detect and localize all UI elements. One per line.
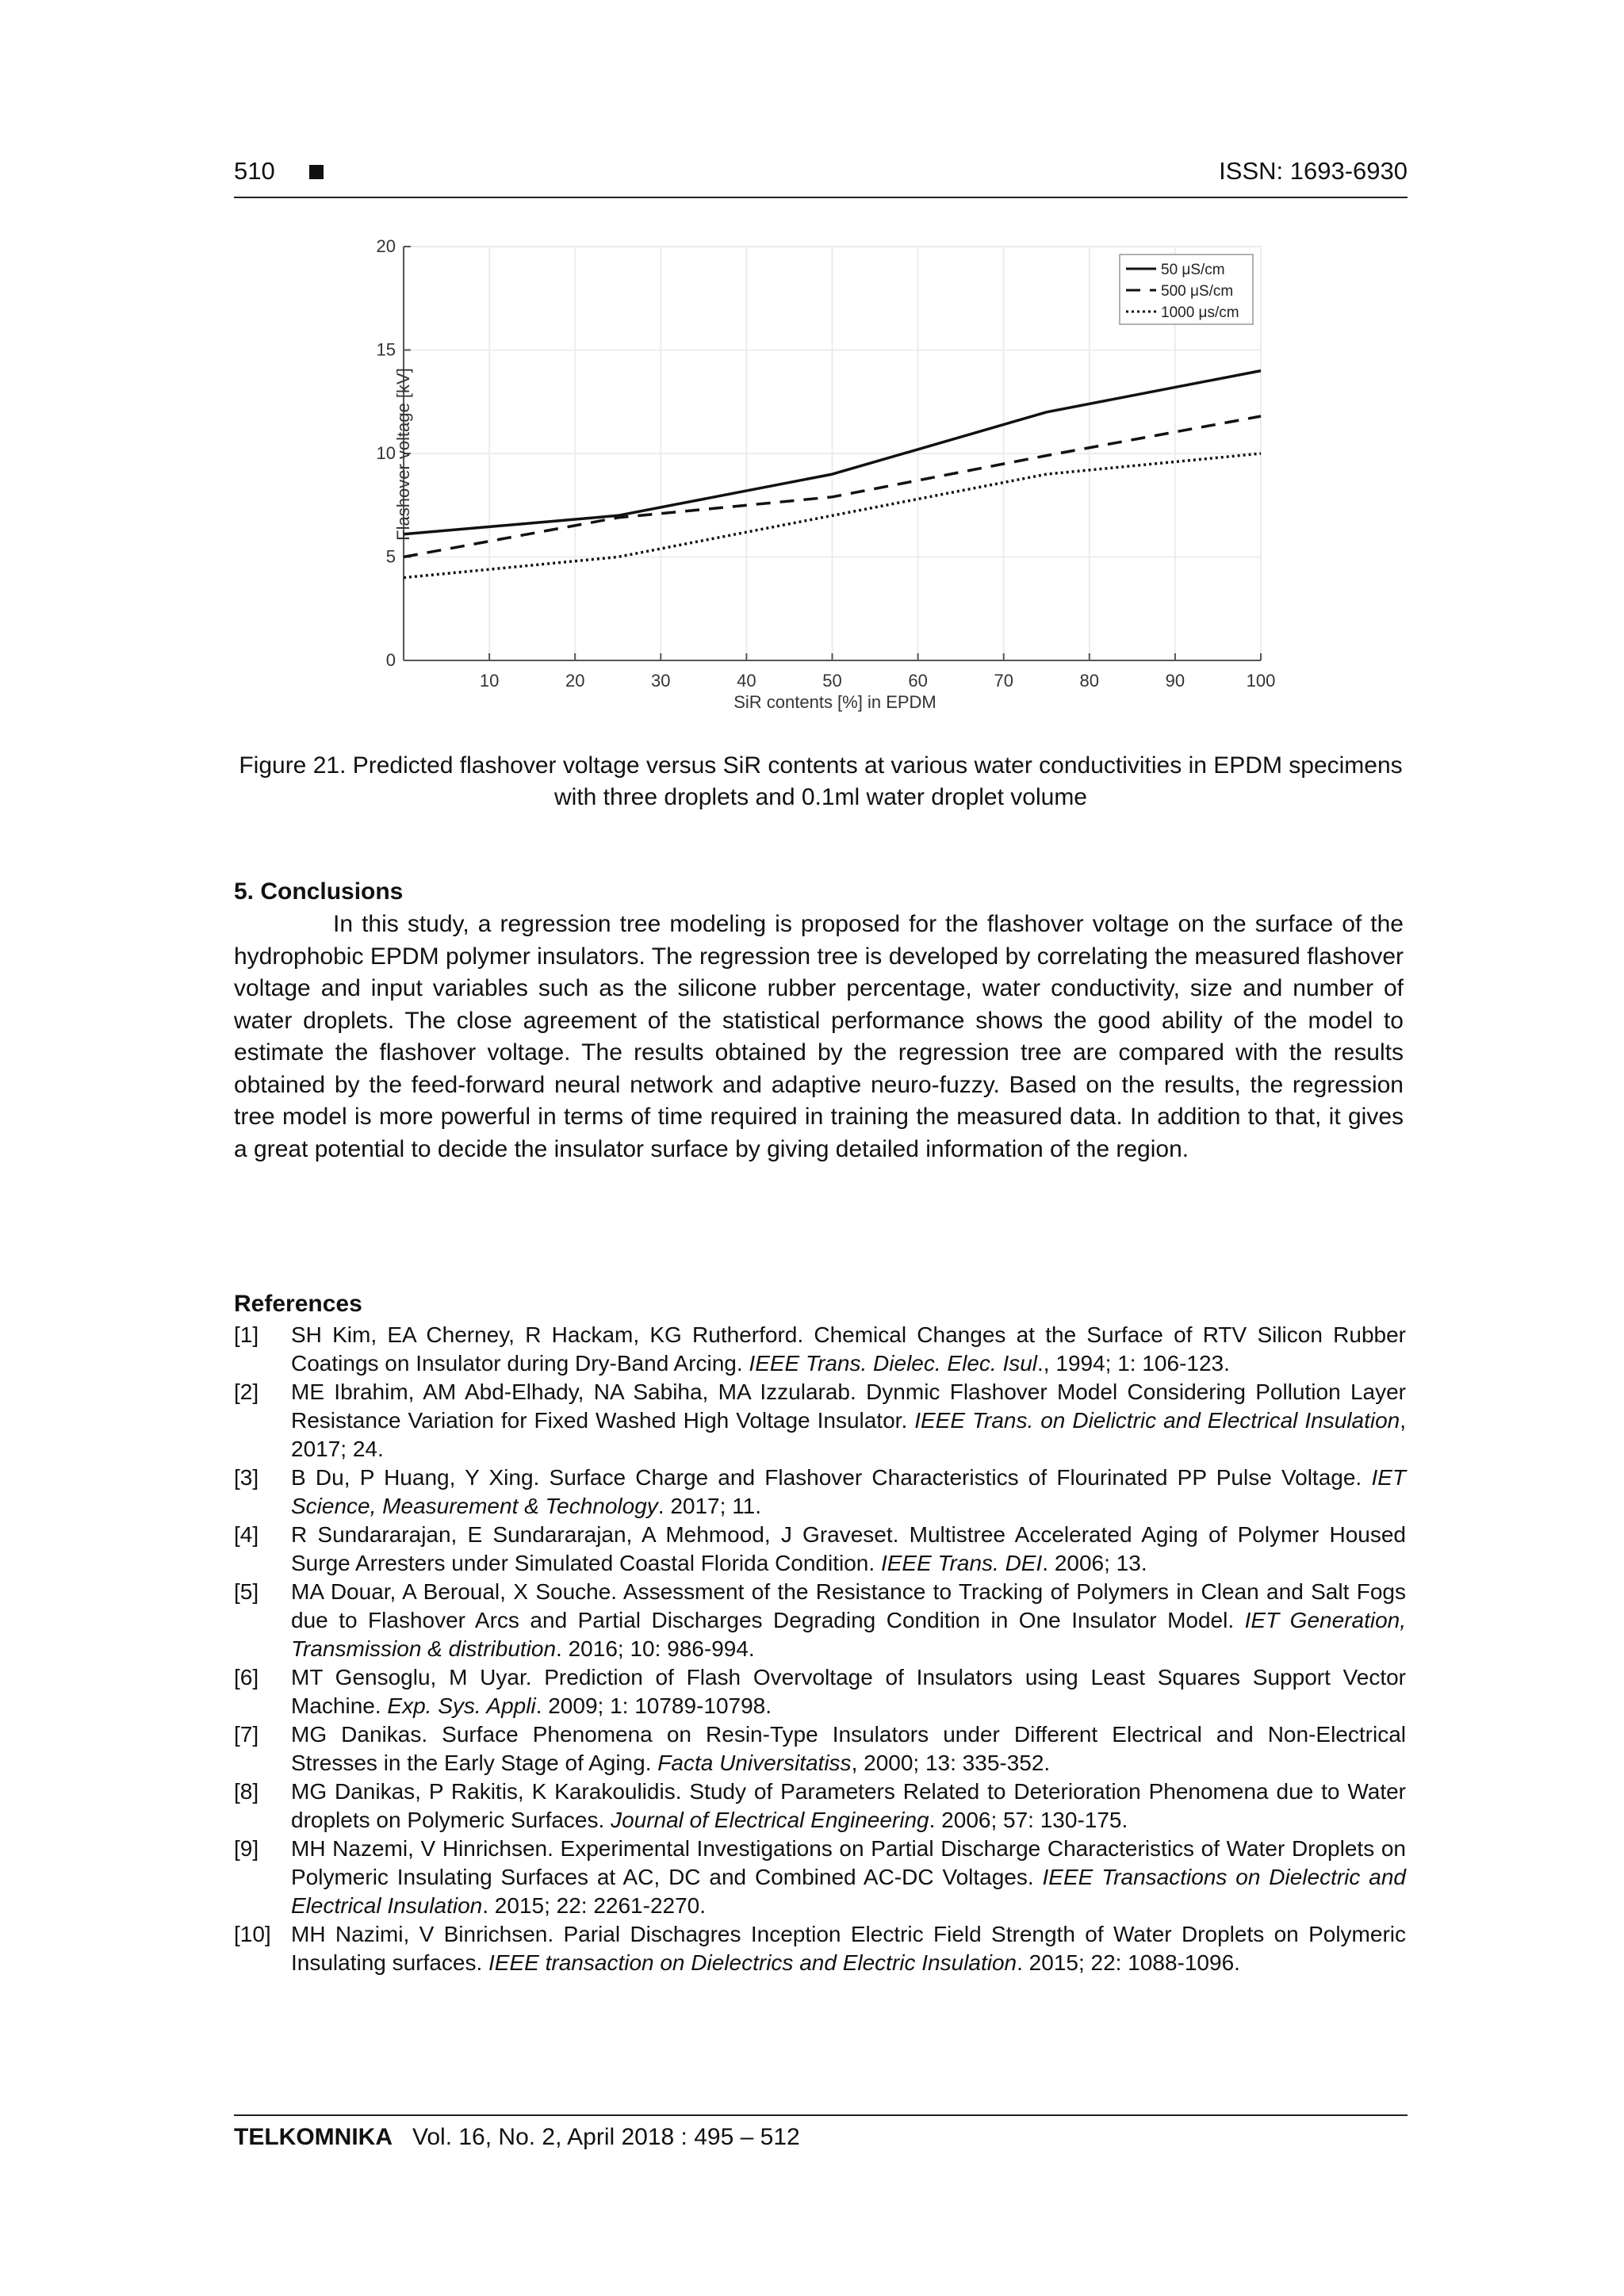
reference-text: MH Nazemi, V Hinrichsen. Experimental Investigations on Partial Discharge Characteristics of Water Droplets on Polymeric Insulating Surfaces at AC, DC and Combined AC-DC Voltages. (291, 1836, 1406, 1889)
x-tick-label: 10 (479, 671, 500, 691)
reference-tail: . 2006; 57: 130-175. (929, 1808, 1128, 1832)
reference-item (234, 1321, 1406, 1378)
reference-item (234, 1663, 1406, 1720)
reference-item (234, 1835, 1406, 1920)
y-tick-label: 15 (376, 339, 396, 360)
x-tick-label: 100 (1246, 671, 1276, 691)
reference-number: [7] (234, 1722, 259, 1747)
reference-text: SH Kim, EA Cherney, R Hackam, KG Rutherford. Chemical Changes at the Surface of RTV Silicon Rubber Coatings on Insulator during Dry-Band Arcing. (291, 1322, 1406, 1376)
reference-number: [10] (234, 1922, 271, 1946)
references-title: References (234, 1291, 362, 1317)
reference-item (234, 1777, 1406, 1835)
reference-journal: IEEE Transactions on Dielectric and Electrical Insulation (291, 1865, 1406, 1918)
reference-journal: Facta Universitatiss (657, 1751, 852, 1775)
reference-text: MG Danikas. Surface Phenomena on Resin-Type Insulators under Different Electrical and Non-Electrical Stresses in the Early Stage of Aging. (291, 1722, 1406, 1775)
issn: ISSN: 1693-6930 (1219, 157, 1408, 185)
legend-label: 1000 μs/cm (1161, 304, 1239, 321)
reference-text: MH Nazimi, V Binrichsen. Parial Dischagres Inception Electric Field Strength of Water Droplets on Polymeric Insulating surfaces. (291, 1922, 1406, 1975)
reference-number: [8] (234, 1779, 259, 1804)
y-tick-label: 20 (376, 236, 396, 256)
reference-item (234, 1720, 1406, 1777)
reference-number: [3] (234, 1465, 259, 1490)
section-title-conclusions: 5. Conclusions (234, 878, 404, 905)
reference-number: [9] (234, 1836, 259, 1861)
reference-journal: IEEE transaction on Dielectrics and Electric Insulation (488, 1950, 1017, 1975)
reference-journal: Exp. Sys. Appli (387, 1693, 536, 1718)
reference-tail: ., 1994; 1: 106-123. (1037, 1351, 1230, 1376)
reference-item (234, 1521, 1406, 1578)
reference-number: [1] (234, 1322, 259, 1347)
reference-text: ME Ibrahim, AM Abd-Elhady, NA Sabiha, MA Izzularab. Dynmic Flashover Model Considering Pollution Layer Resistance Variation for Fixed Washed High Voltage Insulator. (291, 1380, 1406, 1433)
square-bullet-icon (309, 165, 324, 179)
reference-number: [5] (234, 1579, 259, 1604)
reference-journal: IET Science, Measurement & Technology (291, 1465, 1406, 1518)
y-axis-label: Flashover voltage [kV] (393, 368, 413, 541)
y-tick-label: 0 (385, 650, 396, 670)
figure-21 (349, 226, 1293, 725)
reference-text: MG Danikas, P Rakitis, K Karakoulidis. Study of Parameters Related to Deterioration Phenomena due to Water droplets on Polymeric Surfaces. (291, 1779, 1406, 1832)
x-tick-label: 70 (994, 671, 1013, 691)
page-header (234, 155, 1408, 198)
conclusions-paragraph: In this study, a regression tree modeling is proposed for the flashover voltage on the surface of the hydrophobic EPDM polymer insulators. The regression tree is developed by correlating the measured flashover voltage and input variables such as the silicone rubber percentage, water conductivity, size and number of water droplets. The close agreement of the statistical performance shows the good ability of the model to estimate the flashover voltage. The results obtained by the regression tree are compared with the results obtained by the feed-forward neural network and adaptive neuro-fuzzy. Based on the results, the regression tree model is more powerful in terms of time required in training the measured data. In addition to that, it gives a great potential to decide the insulator surface by giving detailed information of the region. (234, 911, 1404, 1162)
x-tick-label: 60 (908, 671, 928, 691)
legend-label: 50 μS/cm (1161, 262, 1225, 278)
reference-tail: . 2006; 13. (1042, 1551, 1147, 1575)
y-tick-label: 10 (376, 443, 396, 463)
reference-tail: . 2015; 22: 1088-1096. (1017, 1950, 1240, 1975)
y-tick-label: 5 (385, 546, 396, 567)
reference-item (234, 1920, 1406, 1977)
flashover-chart (349, 226, 1293, 725)
reference-text: R Sundararajan, E Sundararajan, A Mehmood, J Graveset. Multistree Accelerated Aging of Polymer Housed Surge Arresters under Simulated Coastal Florida Condition. (291, 1522, 1406, 1575)
reference-item (234, 1464, 1406, 1521)
reference-number: [6] (234, 1665, 259, 1689)
reference-journal: Journal of Electrical Engineering (611, 1808, 929, 1832)
reference-text: B Du, P Huang, Y Xing. Surface Charge and Flashover Characteristics of Flourinated PP Pulse Voltage. (291, 1465, 1372, 1490)
reference-item (234, 1578, 1406, 1663)
reference-number: [4] (234, 1522, 259, 1547)
x-tick-label: 90 (1165, 671, 1185, 691)
chart-legend (1120, 254, 1253, 324)
reference-list (234, 1321, 1406, 1977)
reference-tail: . 2016; 10: 986-994. (556, 1636, 755, 1661)
reference-number: [2] (234, 1380, 259, 1404)
page-number: 510 (234, 157, 275, 185)
reference-tail: . 2015; 22: 2261-2270. (482, 1893, 707, 1918)
x-tick-label: 30 (651, 671, 671, 691)
x-axis-label: SiR contents [%] in EPDM (733, 692, 936, 712)
reference-journal: IEEE Trans. Dielec. Elec. Isul (749, 1351, 1038, 1376)
reference-journal: IEEE Trans. DEI (880, 1551, 1043, 1575)
legend-label: 500 μS/cm (1161, 283, 1234, 300)
figure-caption: Figure 21. Predicted flashover voltage versus SiR contents at various water conductivities in EPDM specimens with three droplets and 0.1ml water droplet volume (239, 752, 1403, 810)
reference-tail: , 2000; 13: 335-352. (851, 1751, 1051, 1775)
journal-issue: Vol. 16, No. 2, April 2018 : 495 – 512 (412, 2124, 800, 2150)
reference-item (234, 1378, 1406, 1464)
x-tick-label: 50 (822, 671, 842, 691)
journal-name: TELKOMNIKA (234, 2124, 393, 2150)
reference-tail: . 2009; 1: 10789-10798. (535, 1693, 772, 1718)
x-tick-label: 80 (1079, 671, 1100, 691)
reference-journal: IET Generation, Transmission & distribution (291, 1608, 1406, 1661)
reference-text: MT Gensoglu, M Uyar. Prediction of Flash Overvoltage of Insulators using Least Squares Support Vector Machine. (291, 1665, 1406, 1718)
x-tick-label: 40 (737, 671, 756, 691)
reference-text: MA Douar, A Beroual, X Souche. Assessment of the Resistance to Tracking of Polymers in Clean and Salt Fogs due to Flashover Arcs and Partial Discharges Degrading Condition in One Insulator Model. (291, 1579, 1406, 1632)
x-tick-label: 20 (565, 671, 585, 691)
reference-tail: , 2017; 24. (291, 1408, 1406, 1461)
reference-journal: IEEE Trans. on Dielictric and Electrical Insulation (914, 1408, 1400, 1433)
page-footer (234, 2114, 1408, 2151)
reference-tail: . 2017; 11. (657, 1494, 762, 1518)
